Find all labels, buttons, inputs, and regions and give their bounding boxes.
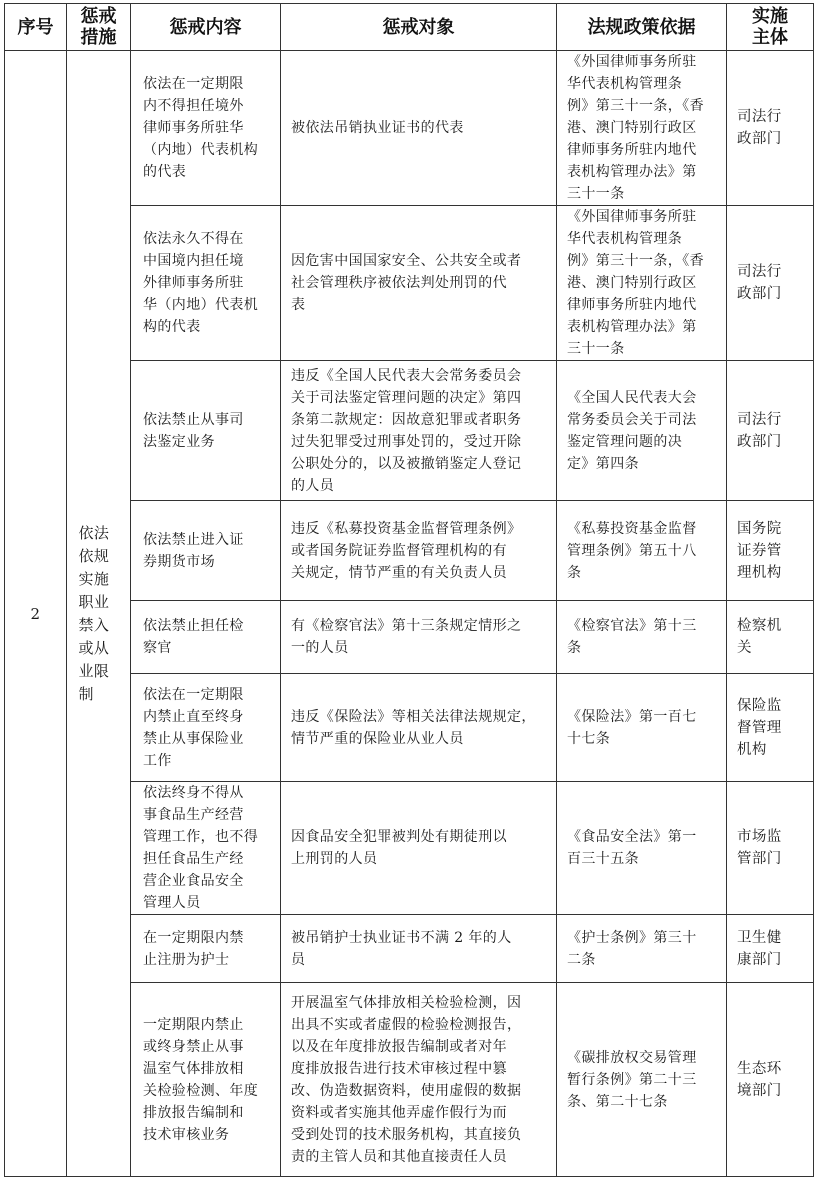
implementing-body-cell: 司法行 政部门 <box>727 361 814 501</box>
penalty-content-cell: 依法永久不得在 中国境内担任境 外律师事务所驻 华（内地）代表机 构的代表 <box>131 206 281 361</box>
implementing-body-cell: 生态环 境部门 <box>727 983 814 1177</box>
penalty-target-cell: 因危害中国国家安全、公共安全或者 社会管理秩序被依法判处刑罚的代 表 <box>281 206 557 361</box>
implementing-body-cell: 司法行 政部门 <box>727 206 814 361</box>
penalty-content-cell: 依法终身不得从 事食品生产经营 管理工作，也不得 担任食品生产经 营企业食品安全 管理人员 <box>131 782 281 915</box>
header-content: 惩戒内容 <box>131 4 281 51</box>
penalty-content-cell: 依法禁止担任检 察官 <box>131 601 281 674</box>
header-basis: 法规政策依据 <box>557 4 727 51</box>
implementing-body-cell: 国务院 证券管 理机构 <box>727 501 814 601</box>
penalty-target-cell: 违反《保险法》等相关法律法规规定， 情节严重的保险业从业人员 <box>281 674 557 782</box>
header-target: 惩戒对象 <box>281 4 557 51</box>
table-row <box>5 51 814 206</box>
penalty-content-cell: 依法在一定期限 内禁止直至终身 禁止从事保险业 工作 <box>131 674 281 782</box>
legal-basis-cell: 《私募投资基金监督 管理条例》第五十八 条 <box>557 501 727 601</box>
implementing-body-cell: 市场监 管部门 <box>727 782 814 915</box>
penalty-target-cell: 违反《私募投资基金监督管理条例》 或者国务院证券监督管理机构的有 关规定，情节严重的有关负责人员 <box>281 501 557 601</box>
penalty-content-cell: 一定期限内禁止 或终身禁止从事 温室气体排放相 关检验检测、年度 排放报告编制和 技术审核业务 <box>131 983 281 1177</box>
legal-basis-cell: 《外国律师事务所驻 华代表机构管理条 例》第三十一条，《香 港、澳门特别行政区 律师事务所驻内地代 表机构管理办法》第 三十一条 <box>557 51 727 206</box>
table-header-row <box>5 4 814 51</box>
penalty-content-cell: 依法禁止进入证 券期货市场 <box>131 501 281 601</box>
credit-penalty-table <box>4 3 814 1177</box>
sequence-number-cell: 2 <box>5 51 67 1177</box>
penalty-content-cell: 依法在一定期限 内不得担任境外 律师事务所驻华 （内地）代表机构 的代表 <box>131 51 281 206</box>
implementing-body-cell: 检察机 关 <box>727 601 814 674</box>
penalty-content-cell: 在一定期限内禁 止注册为护士 <box>131 915 281 983</box>
legal-basis-cell: 《食品安全法》第一 百三十五条 <box>557 782 727 915</box>
legal-basis-cell: 《护士条例》第三十 二条 <box>557 915 727 983</box>
implementing-body-cell: 保险监 督管理 机构 <box>727 674 814 782</box>
penalty-target-cell: 被依法吊销执业证书的代表 <box>281 51 557 206</box>
penalty-target-cell: 违反《全国人民代表大会常务委员会 关于司法鉴定管理问题的决定》第四 条第二款规定：因故意犯罪或者职务 过失犯罪受过刑事处罚的，受过开除 公职处分的，以及被撤销鉴定人登记 的人员 <box>281 361 557 501</box>
penalty-measure-cell: 依法 依规 实施 职业 禁入 或从 业限 制 <box>67 51 131 1177</box>
legal-basis-cell: 《全国人民代表大会 常务委员会关于司法 鉴定管理问题的决 定》第四条 <box>557 361 727 501</box>
legal-basis-cell: 《保险法》第一百七 十七条 <box>557 674 727 782</box>
implementing-body-cell: 司法行 政部门 <box>727 51 814 206</box>
legal-basis-cell: 《检察官法》第十三 条 <box>557 601 727 674</box>
legal-basis-cell: 《碳排放权交易管理 暂行条例》第二十三 条、第二十七条 <box>557 983 727 1177</box>
penalty-target-cell: 被吊销护士执业证书不满 2 年的人 员 <box>281 915 557 983</box>
penalty-target-cell: 开展温室气体排放相关检验检测，因 出具不实或者虚假的检验检测报告， 以及在年度排放报告编制或者对年 度排放报告进行技术审核过程中篡 改、伪造数据资料，使用虚假的数据 资料或者实施其他弄虚作假行为而 受到处罚的技术服务机构，其直接负 责的主管人员和其他直接责任人员 <box>281 983 557 1177</box>
penalty-content-cell: 依法禁止从事司 法鉴定业务 <box>131 361 281 501</box>
penalty-target-cell: 有《检察官法》第十三条规定情形之 一的人员 <box>281 601 557 674</box>
header-measure: 惩戒 措施 <box>67 4 131 51</box>
header-body: 实施 主体 <box>727 4 814 51</box>
implementing-body-cell: 卫生健 康部门 <box>727 915 814 983</box>
penalty-target-cell: 因食品安全犯罪被判处有期徒刑以 上刑罚的人员 <box>281 782 557 915</box>
legal-basis-cell: 《外国律师事务所驻 华代表机构管理条 例》第三十一条，《香 港、澳门特别行政区 律师事务所驻内地代 表机构管理办法》第 三十一条 <box>557 206 727 361</box>
header-seq: 序号 <box>5 4 67 51</box>
